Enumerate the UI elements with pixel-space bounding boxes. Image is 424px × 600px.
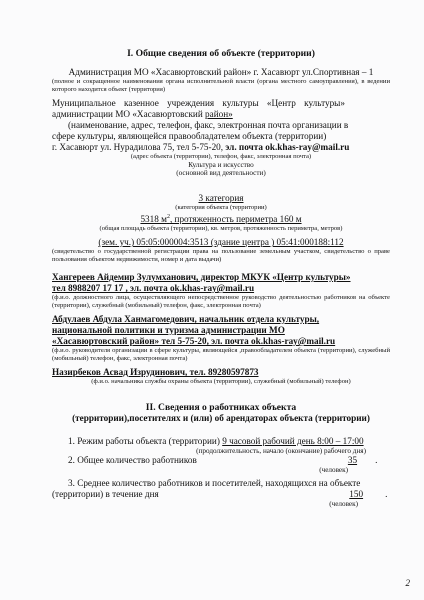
head-line3: «Хасавюртовский район» тел 5-75-20, эл. почта ok.khas-ray@mail.ru	[52, 336, 336, 347]
head-caption: (ф.и.о. руководителя организации в сфере культуры, являющейся ,правообладателем объекта (территории), служебный (мобильный) телефон, факс, электронная почта)	[52, 347, 390, 363]
area-value: 5318 $м^2$, протяженность периметра 160 м	[140, 214, 302, 225]
director-line2: тел 8988207 17 17 , эл. почта ok.khas-ray@mail.ru	[52, 283, 255, 294]
work-hours-line: 1. Режим работы объекта (территории) 9 часовой рабочий день 8:00 – 17:00	[68, 436, 364, 447]
category-caption: (категория объекта (территории)	[175, 204, 267, 211]
institution-caption1: (наименование, адрес, телефон, факс, электронная почта организации в	[68, 120, 349, 130]
institution-line1: Муниципальное казенное учреждения культуры «Центр культуры»	[52, 98, 345, 108]
section2-title2: (территории),посетителях и (или) об арендаторах объекта (территории)	[72, 413, 370, 424]
address-line: г. Хасавюрт ул. Нурадилова 75, тел 5-75-20, эл. почта ok.khas-ray@mail.ru	[52, 142, 350, 152]
visitors-caption: (человек)	[329, 500, 358, 509]
category-value: 3 категория	[198, 193, 244, 203]
employees-line: 2. Общее количество работников 35 .	[68, 455, 378, 466]
director-caption: (ф.и.о. должностного лица, осуществляющего непосредственное руководство деятельностью работников на объекте (территории), служебный (мобильный) телефон, факс, электронная почта)	[52, 294, 390, 310]
institution-caption2: сфере культуры, являющейся правообладателем объекта (территории)	[52, 131, 327, 141]
work-hours-caption: (продолжительность, начало (окончание) рабочего дня)	[196, 447, 366, 456]
visitors-value: 150	[349, 489, 364, 500]
admin-caption: (полное и сокращенное наименования органа исполнительной власти (органа местного самоуправления), в ведении которого находится объект (территория)	[52, 78, 390, 93]
visitors-line2: (территории) в течение дня 150 .	[52, 489, 388, 500]
activity-caption: (основной вид деятельности)	[176, 169, 266, 177]
address-caption: (адрес объекта (территории), телефон, факс, электронная почта)	[130, 153, 312, 160]
cadastre-value: (зем. уч.) 05:05:000004:3513 (здание центра ) 05:41:000188:112	[98, 237, 344, 248]
institution-line2: администрации МО «Хасавюртовский район»	[52, 109, 233, 119]
head-line1: Абдулаев Абдула Ханмагомедович, начальник отдела культуры,	[52, 314, 320, 325]
employees-value: 35	[347, 455, 358, 466]
activity-value: Культура и искусство	[188, 161, 254, 169]
visitors-line1: 3. Среднее количество работников и посетителей, находящихся на объекте	[68, 478, 361, 489]
section1-title: I. Общие сведения об объекте (территории)	[127, 48, 315, 59]
employees-caption: (человек)	[319, 466, 348, 475]
section2-title1: II. Сведения о работниках объекта	[145, 402, 297, 414]
area-caption: (общая площадь объекта (территории), кв. метров, протяженность периметра, метров)	[99, 225, 343, 233]
security-line: Назирбеков Асвад Изрудинович, тел. 89280597873	[52, 367, 259, 378]
security-caption: (ф.и.о. начальника службы охраны объекта (территории), служебный (мобильный) телефон)	[91, 378, 351, 386]
head-line2: национальной политики и туризма администрации МО	[52, 325, 285, 336]
cadastre-caption: (свидетельство о государственной регистрации права на пользование земельным участком, свидетельство о праве пользования объектом недвижимости, номер и дата выдачи)	[52, 248, 390, 264]
admin-line: Администрация МО «Хасавюртовский район» г. Хасавюрт ул.Спортивная – 1	[68, 67, 374, 77]
director-line1: Хангереев Айдемир Зулумханович, директор МКУК «Центр культуры»	[52, 272, 351, 283]
page-number: 2	[405, 578, 410, 588]
